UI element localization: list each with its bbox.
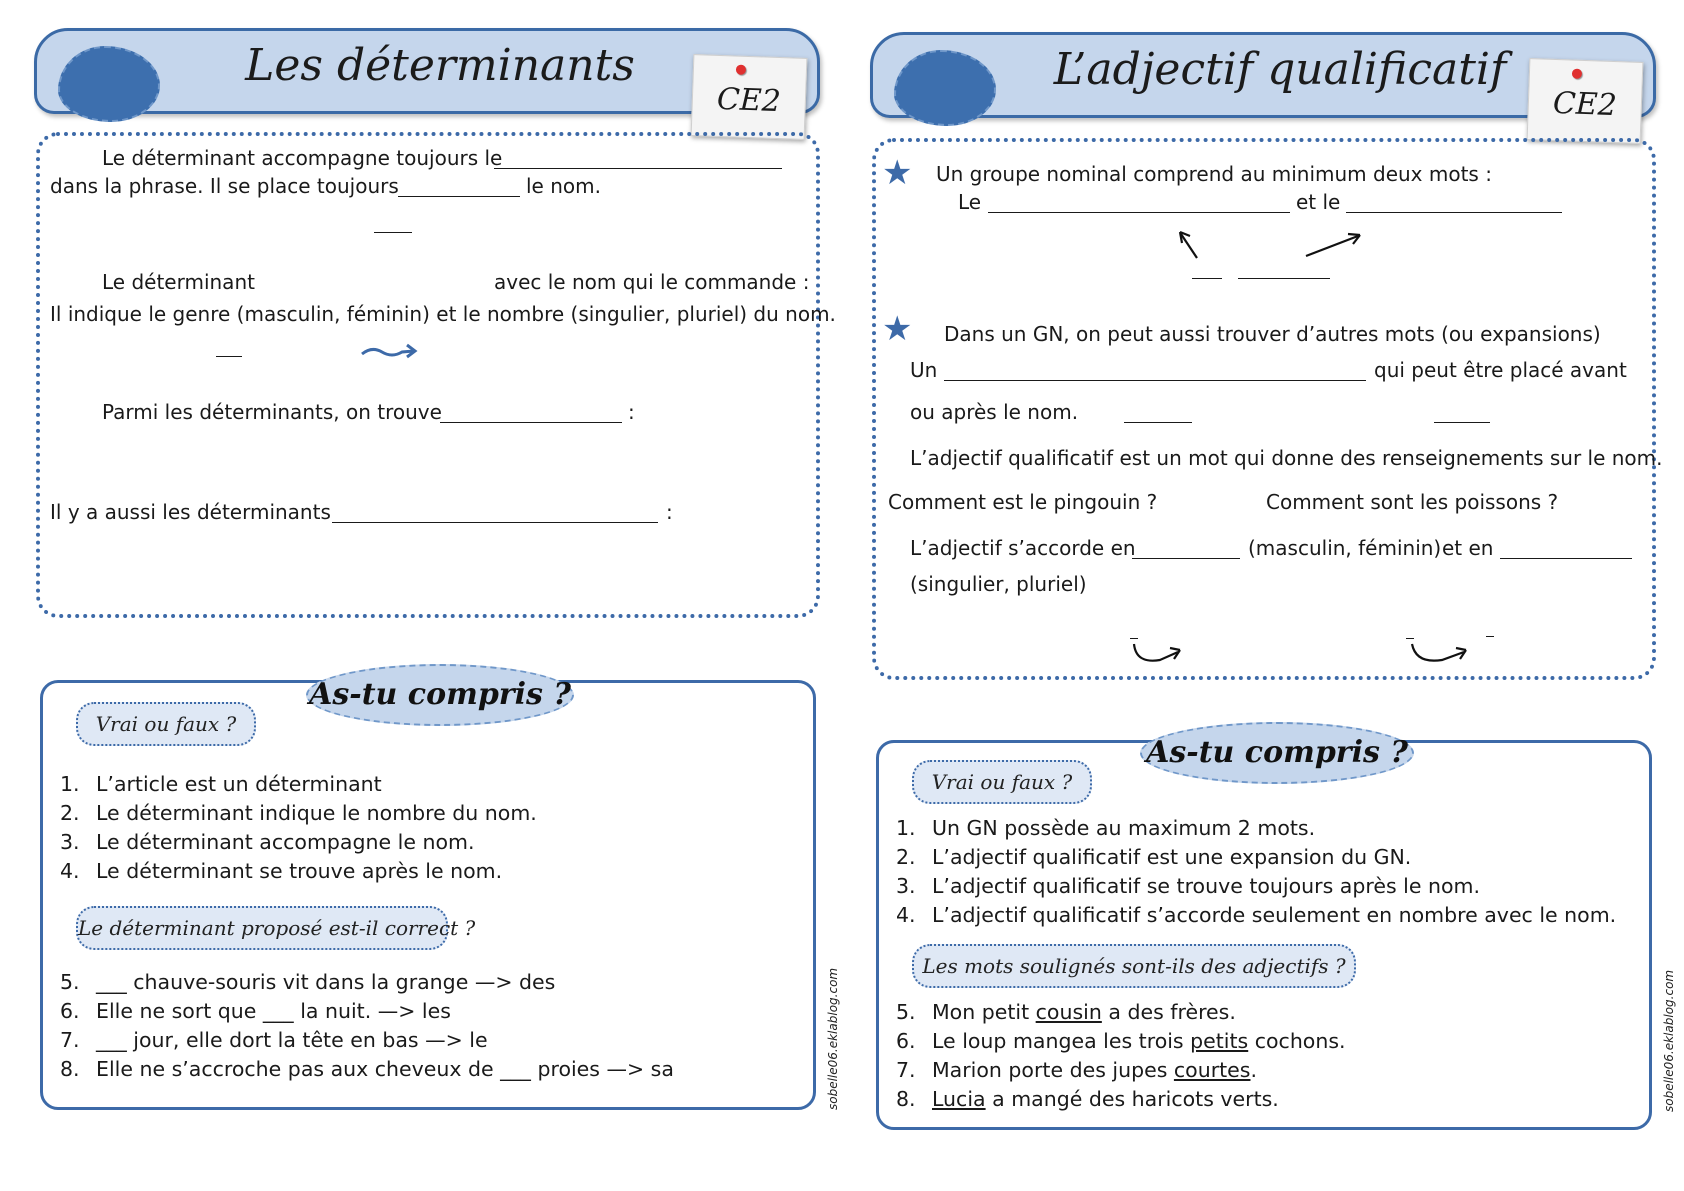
blank-line xyxy=(1192,278,1222,279)
left-quiz-section-true-false: Vrai ou faux ? xyxy=(76,702,256,746)
right-level-label: CE2 xyxy=(1552,85,1618,124)
left-quiz-section-correct: Le déterminant proposé est-il correct ? xyxy=(76,906,448,950)
blank-line xyxy=(1434,422,1490,423)
right-lesson-q2: Comment sont les poissons ? xyxy=(1266,490,1559,514)
blank-line xyxy=(216,356,242,357)
wavy-arrow-icon xyxy=(360,342,418,362)
left-lesson-box xyxy=(36,132,820,618)
list-item: 8. Lucia a mangé des haricots verts. xyxy=(896,1087,1279,1111)
list-item: 7. Marion porte des jupes courtes. xyxy=(896,1058,1258,1082)
blank-line xyxy=(1130,638,1138,639)
list-item: 6. Elle ne sort que ___ la nuit. —> les xyxy=(60,999,451,1023)
blank-line xyxy=(1406,638,1414,639)
blank-line xyxy=(374,232,412,233)
list-item: 1. L’article est un déterminant xyxy=(60,772,382,796)
right-quiz-section-true-false: Vrai ou faux ? xyxy=(912,760,1092,804)
right-lesson-s4a: L’adjectif s’accorde en xyxy=(910,536,1136,560)
right-lesson-s3: L’adjectif qualificatif est un mot qui donne des renseignements sur le nom. xyxy=(910,446,1663,470)
right-lesson-s1-le: Le xyxy=(958,190,982,214)
left-page-title: Les déterminants xyxy=(245,40,635,91)
blank-line xyxy=(1132,558,1240,559)
right-lesson-s4c: et en xyxy=(1442,536,1494,560)
left-title-blob xyxy=(58,46,160,122)
right-quiz-section-underlined: Les mots soulignés sont-ils des adjectifs ? xyxy=(912,944,1356,988)
list-item: 1. Un GN possède au maximum 2 mots. xyxy=(896,816,1316,840)
list-item: 5. Mon petit cousin a des frères. xyxy=(896,1000,1236,1024)
list-item: 8. Elle ne s’accroche pas aux cheveux de ___ proies —> sa xyxy=(60,1057,674,1081)
right-lesson-s4b: (masculin, féminin) xyxy=(1248,536,1442,560)
left-lesson-p4-end: : xyxy=(666,500,673,524)
blank-line xyxy=(1486,636,1494,637)
list-item: 3. Le déterminant accompagne le nom. xyxy=(60,830,475,854)
right-lesson-s4d: (singulier, pluriel) xyxy=(910,572,1087,596)
curved-arrow-icon xyxy=(1408,640,1472,668)
list-item: 2. Le déterminant indique le nombre du nom. xyxy=(60,801,537,825)
blank-line xyxy=(440,422,622,423)
left-credit: sobelle06.eklablog.com xyxy=(826,967,840,1110)
left-lesson-p3-end: : xyxy=(628,400,635,424)
blank-line xyxy=(944,380,1366,381)
left-lesson-p4: Il y a aussi les déterminants xyxy=(50,500,331,524)
list-item: 3. L’adjectif qualificatif se trouve toujours après le nom. xyxy=(896,874,1480,898)
right-lesson-s2-end: qui peut être placé avant xyxy=(1374,358,1627,382)
right-page-title: L’adjectif qualificatif xyxy=(1053,44,1507,95)
left-lesson-p2b: avec le nom qui le commande : xyxy=(494,270,810,294)
right-lesson-q1: Comment est le pingouin ? xyxy=(888,490,1158,514)
right-quiz-true-false-list xyxy=(896,814,1616,930)
arrow-up-right-icon xyxy=(1304,232,1362,258)
left-lesson-p1b: dans la phrase. Il se place toujours xyxy=(50,174,399,198)
pin-icon xyxy=(736,65,746,75)
list-item: 5. ___ chauve-souris vit dans la grange —> des xyxy=(60,970,556,994)
right-credit: sobelle06.eklablog.com xyxy=(1662,969,1676,1112)
list-item: 4. Le déterminant se trouve après le nom. xyxy=(60,859,503,883)
blank-line xyxy=(494,168,782,169)
blank-line xyxy=(332,522,658,523)
left-lesson-p2a: Le déterminant xyxy=(102,270,255,294)
right-lesson-s2-un: Un xyxy=(910,358,938,382)
right-lesson-s2c: ou après le nom. xyxy=(910,400,1079,424)
left-lesson-p3: Parmi les déterminants, on trouve xyxy=(102,400,442,424)
right-lesson-s2: Dans un GN, on peut aussi trouver d’autres mots (ou expansions) xyxy=(944,322,1601,346)
star-icon: ★ xyxy=(882,309,913,349)
left-quiz-title: As-tu compris ? xyxy=(306,664,574,726)
blank-line xyxy=(1500,558,1632,559)
left-lesson-p1c: le nom. xyxy=(526,174,601,198)
arrow-up-left-icon xyxy=(1178,230,1200,260)
right-level-note xyxy=(1527,58,1644,144)
left-lesson-p1a: Le déterminant accompagne toujours le xyxy=(102,146,503,170)
right-lesson-s1: Un groupe nominal comprend au minimum deux mots : xyxy=(936,162,1492,186)
left-lesson-p2c: Il indique le genre (masculin, féminin) et le nombre (singulier, pluriel) du nom. xyxy=(50,302,836,326)
blank-line xyxy=(398,196,520,197)
left-quiz-true-false-list xyxy=(60,770,537,886)
list-item: 7. ___ jour, elle dort la tête en bas —> le xyxy=(60,1028,488,1052)
left-level-label: CE2 xyxy=(716,81,782,120)
blank-line xyxy=(1346,212,1562,213)
curved-arrow-icon xyxy=(1130,640,1186,668)
right-quiz-title: As-tu compris ? xyxy=(1140,722,1414,784)
list-item: 2. L’adjectif qualificatif est une expansion du GN. xyxy=(896,845,1412,869)
list-item: 6. Le loup mangea les trois petits cochons. xyxy=(896,1029,1346,1053)
star-icon: ★ xyxy=(882,153,913,193)
right-title-blob xyxy=(894,50,996,126)
left-level-note xyxy=(691,54,808,140)
pin-icon xyxy=(1572,69,1582,79)
blank-line xyxy=(1238,278,1330,279)
left-quiz-correct-list xyxy=(60,968,674,1084)
right-lesson-s1-etle: et le xyxy=(1296,190,1341,214)
blank-line xyxy=(988,212,1290,213)
list-item: 4. L’adjectif qualificatif s’accorde seulement en nombre avec le nom. xyxy=(896,903,1617,927)
blank-line xyxy=(1124,422,1192,423)
right-quiz-underlined-list xyxy=(896,998,1346,1114)
